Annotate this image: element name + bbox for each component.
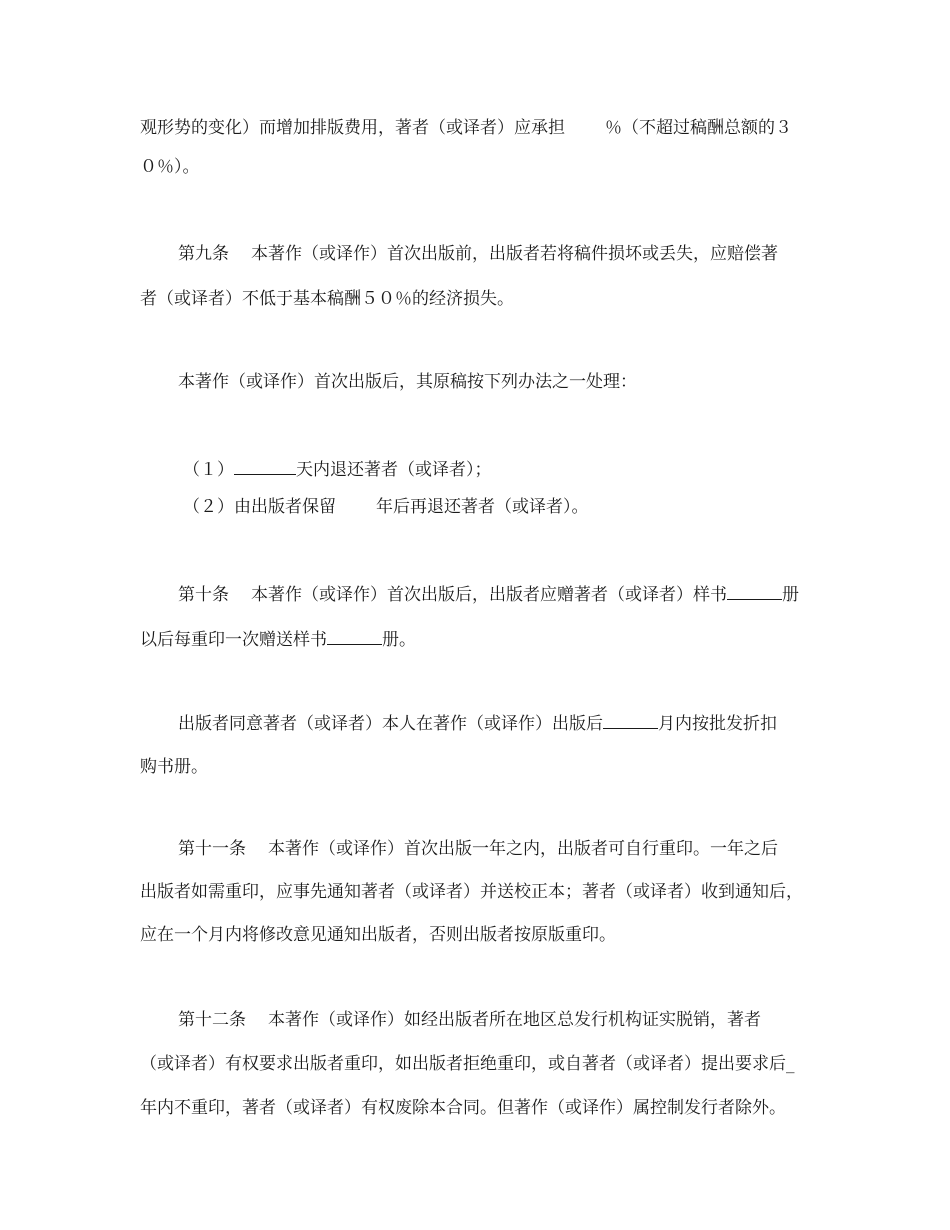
text-span: 年内不重印，著者（或译者）有权废除本合同。但著作（或译作）属控制发行者除外。	[140, 1098, 786, 1118]
text-span: ％（不超过稿酬总额的３	[605, 118, 792, 138]
text-span: 以后每重印一次赠送样书	[140, 630, 327, 650]
article-12-line	[140, 1097, 786, 1119]
article-9-line	[140, 288, 514, 310]
text-span: 出版者如需重印，应事先通知著者（或译者）并送校正本；著者（或译者）收到通知后，	[140, 882, 803, 902]
text-span: 购书册。	[140, 757, 208, 777]
fill-blank	[603, 711, 658, 729]
list-item	[183, 496, 589, 518]
article-9-line	[178, 243, 778, 265]
paragraph-line	[140, 117, 792, 139]
list-item	[183, 457, 492, 481]
article-12-line	[178, 1009, 761, 1031]
text-span: 册	[782, 585, 799, 605]
text-span: 出版者同意著者（或译者）本人在著作（或译作）出版后	[178, 714, 603, 734]
text-span: 册。	[382, 630, 416, 650]
text-span: 者（或译者）不低于基本稿酬５０％的经济损失。	[140, 289, 514, 309]
fill-blank	[327, 627, 382, 645]
text-span: （或译者）有权要求出版者重印，如出版者拒绝重印，或自著者（或译者）提出要求后_	[140, 1054, 795, 1074]
article-heading: 第九条	[178, 244, 229, 264]
text-span: 天内退还著者（或译者）；	[296, 460, 492, 480]
text-span: 应在一个月内将修改意见通知出版者，否则出版者按原版重印。	[140, 925, 616, 945]
text-span: 本著作（或译作）如经出版者所在地区总发行机构证实脱销，著者	[268, 1010, 761, 1030]
paragraph-line	[140, 156, 200, 178]
paragraph-line	[178, 371, 637, 393]
article-11-line	[178, 838, 778, 860]
article-11-line	[140, 881, 803, 903]
fill-blank	[234, 457, 296, 475]
text-span: 本著作（或译作）首次出版后，出版者应赠著者（或译者）样书	[251, 585, 727, 605]
article-11-line	[140, 924, 616, 946]
text-span: 本著作（或译作）首次出版后，其原稿按下列办法之一处理：	[178, 372, 637, 392]
text-span: 本著作（或译作）首次出版一年之内，出版者可自行重印。一年之后	[268, 839, 778, 859]
text-span: 本著作（或译作）首次出版前，出版者若将稿件损坏或丢失，应赔偿著	[251, 244, 778, 264]
article-10-line	[178, 582, 799, 606]
item-marker: （１）	[183, 460, 234, 480]
article-10-line	[140, 627, 416, 651]
text-span: 观形势的变化）而增加排版费用，著者（或译者）应承担	[140, 118, 565, 138]
article-heading: 第十条	[178, 585, 229, 605]
article-12-line	[140, 1053, 795, 1075]
text-span: ０％）。	[140, 157, 200, 177]
article-heading: 第十一条	[178, 839, 246, 859]
article-heading: 第十二条	[178, 1010, 246, 1030]
fill-blank	[727, 582, 782, 600]
text-span: （２）由出版者保留	[183, 497, 336, 517]
paragraph-line	[178, 711, 777, 735]
text-span: 月内按批发折扣	[658, 714, 777, 734]
paragraph-line	[140, 756, 208, 778]
text-span: 年后再退还著者（或译者）。	[376, 497, 589, 517]
